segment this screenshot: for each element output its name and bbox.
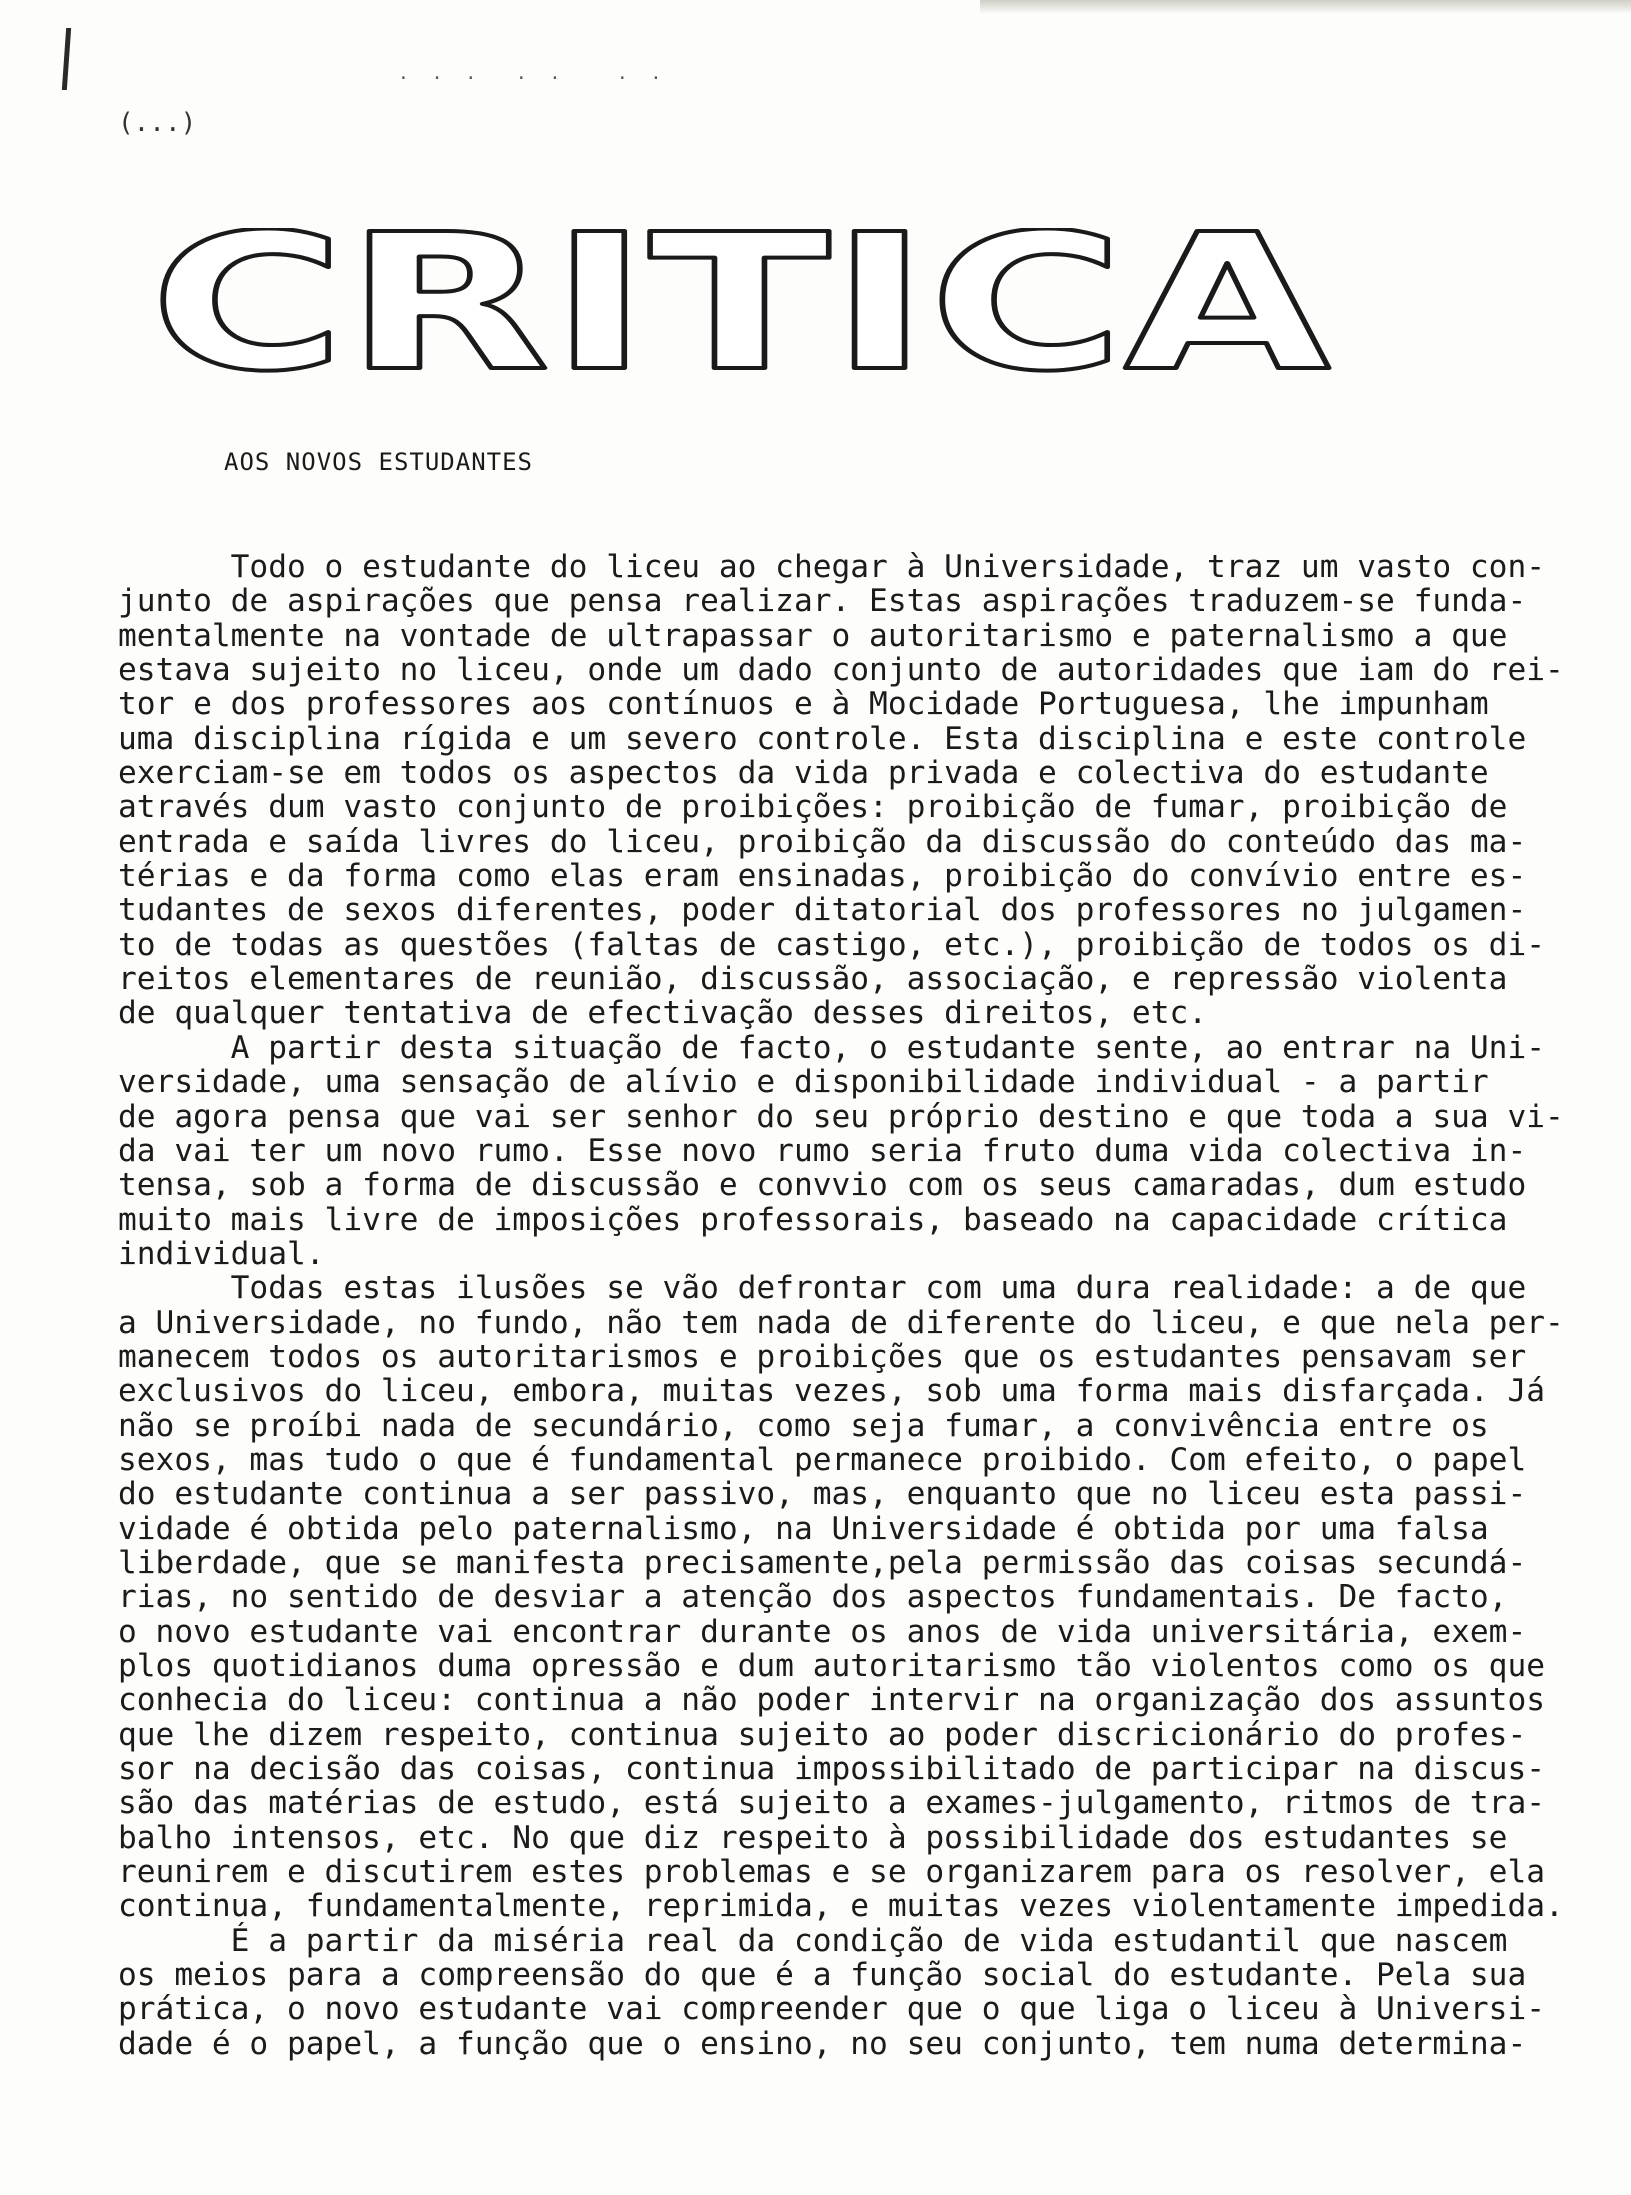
text-line: manecem todos os autoritarismos e proibições que os estudantes pensavam ser	[118, 1338, 1527, 1375]
text-line: através dum vasto conjunto de proibições: proibição de fumar, proibição de	[118, 789, 1508, 826]
text-line: mentalmente na vontade de ultrapassar o autoritarismo e paternalismo a que	[118, 617, 1508, 654]
text-line: estava sujeito no liceu, onde um dado conjunto de autoridades que iam do rei-	[118, 652, 1564, 689]
text-line: É a partir da miséria real da condição de vida estudantil que nascem	[118, 1922, 1508, 1959]
masthead-title: CRITICA	[150, 228, 1330, 388]
text-line: muito mais livre de imposições professorais, baseado na capacidade crítica	[118, 1201, 1508, 1238]
text-line: reitos elementares de reunião, discussão, associação, e repressão violenta	[118, 961, 1508, 998]
text-line: tensa, sob a forma de discussão e convvio com os seus camaradas, dum estudo	[118, 1167, 1527, 1204]
masthead-logo	[150, 228, 1350, 388]
text-line: de agora pensa que vai ser senhor do seu próprio destino e que toda a sua vi-	[118, 1098, 1564, 1135]
text-line: liberdade, que se manifesta precisamente,pela permissão das coisas secundá-	[118, 1544, 1527, 1581]
text-line: individual.	[118, 1235, 325, 1272]
ellipsis-mark: (...)	[118, 108, 197, 138]
text-line: térias e da forma como elas eram ensinadas, proibição do convívio entre es-	[118, 858, 1527, 895]
header-marks: · · · · · · ·	[398, 68, 668, 89]
text-line: exclusivos do liceu, embora, muitas vezes, sob uma forma mais disfarçada. Já	[118, 1373, 1546, 1410]
text-line: a Universidade, no fundo, não tem nada de diferente do liceu, e que nela per-	[118, 1304, 1564, 1341]
text-line: sor na decisão das coisas, continua impossibilitado de participar na discus-	[118, 1751, 1546, 1788]
text-line: sexos, mas tudo o que é fundamental permanece proibido. Com efeito, o papel	[118, 1441, 1527, 1478]
article-heading: AOS NOVOS ESTUDANTES	[224, 448, 533, 476]
text-line: exerciam-se em todos os aspectos da vida privada e colectiva do estudante	[118, 755, 1489, 792]
text-line: balho intensos, etc. No que diz respeito à possibilidade dos estudantes se	[118, 1819, 1508, 1856]
text-line: vidade é obtida pelo paternalismo, na Universidade é obtida por uma falsa	[118, 1510, 1489, 1547]
text-line: rias, no sentido de desviar a atenção dos aspectos fundamentais. De facto,	[118, 1579, 1508, 1616]
text-line: conhecia do liceu: continua a não poder intervir na organização dos assuntos	[118, 1682, 1546, 1719]
text-line: que lhe dizem respeito, continua sujeito ao poder discricionário do profes-	[118, 1716, 1527, 1753]
text-line: de qualquer tentativa de efectivação desses direitos, etc.	[118, 995, 1208, 1032]
text-line: versidade, uma sensação de alívio e disponibilidade individual - a partir	[118, 1064, 1489, 1101]
text-line: o novo estudante vai encontrar durante os anos de vida universitária, exem-	[118, 1613, 1527, 1650]
text-line: dade é o papel, a função que o ensino, no seu conjunto, tem numa determina-	[118, 2025, 1527, 2062]
article-body	[118, 550, 1618, 2061]
text-line: reunirem e discutirem estes problemas e se organizarem para os resolver, ela	[118, 1854, 1546, 1891]
text-line: tudantes de sexos diferentes, poder ditatorial dos professores no julgamen-	[118, 892, 1527, 929]
text-line: to de todas as questões (faltas de castigo, etc.), proibição de todos os di-	[118, 926, 1546, 963]
text-line: continua, fundamentalmente, reprimida, e muitas vezes violentamente impedida.	[118, 1888, 1564, 1925]
text-line: da vai ter um novo rumo. Esse novo rumo seria fruto duma vida colectiva in-	[118, 1132, 1527, 1169]
scan-edge-shadow	[980, 0, 1631, 14]
text-line: uma disciplina rígida e um severo controle. Esta disciplina e este controle	[118, 720, 1527, 757]
text-line: prática, o novo estudante vai compreender que o que liga o liceu à Universi-	[118, 1991, 1546, 2028]
text-line: não se proíbi nada de secundário, como seja fumar, a convivência entre os	[118, 1407, 1489, 1444]
text-line: tor e dos professores aos contínuos e à Mocidade Portuguesa, lhe impunham	[118, 686, 1489, 723]
text-line: Todo o estudante do liceu ao chegar à Universidade, traz um vasto con-	[118, 549, 1546, 585]
text-line: A partir desta situação de facto, o estudante sente, ao entrar na Uni-	[118, 1029, 1546, 1066]
text-line: junto de aspirações que pensa realizar. Estas aspirações traduzem-se funda-	[118, 583, 1527, 620]
text-line: Todas estas ilusões se vão defrontar com uma dura realidade: a de que	[118, 1270, 1527, 1307]
text-line: do estudante continua a ser passivo, mas, enquanto que no liceu esta passi-	[118, 1476, 1527, 1513]
text-line: plos quotidianos duma opressão e dum autoritarismo tão violentos como os que	[118, 1648, 1546, 1684]
masthead	[150, 228, 1350, 388]
margin-mark	[62, 28, 71, 90]
text-line: os meios para a compreensão do que é a função social do estudante. Pela sua	[118, 1957, 1527, 1994]
text-line: são das matérias de estudo, está sujeito a exames-julgamento, ritmos de tra-	[118, 1785, 1546, 1822]
text-line: entrada e saída livres do liceu, proibição da discussão do conteúdo das ma-	[118, 823, 1527, 860]
